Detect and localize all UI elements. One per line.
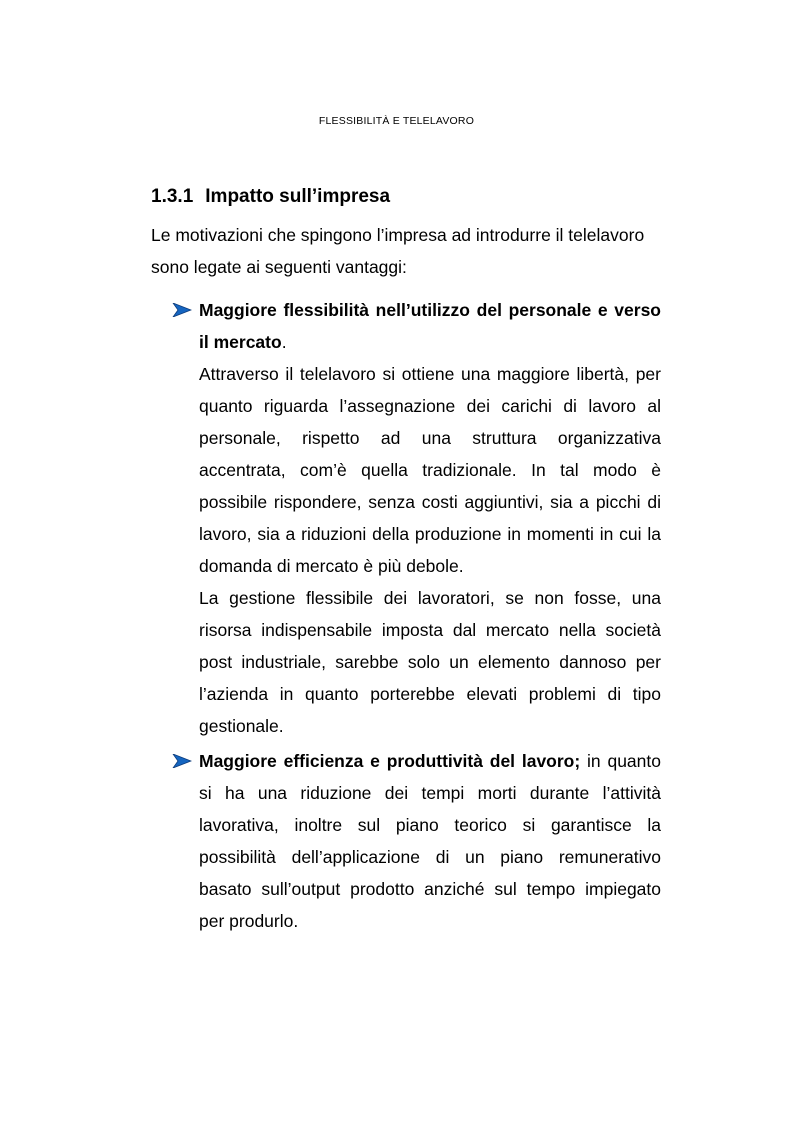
section-title-text: Impatto sull’impresa (205, 186, 391, 207)
item-paragraph (199, 745, 661, 937)
arrow-bullet-icon (172, 303, 192, 317)
running-header: FLESSIBILITÀ E TELELAVORO (318, 115, 475, 127)
item-heading-line (199, 294, 661, 358)
item-heading: Maggiore efficienza e produttività del lavoro; (199, 751, 581, 771)
arrow-bullet-icon (172, 754, 192, 768)
list-item (199, 745, 661, 937)
item-paragraph: Attraverso il telelavoro si ottiene una maggiore libertà, per quanto riguarda l’assegnazione dei carichi di lavoro al personale, rispetto ad una struttura organizzativa accentrata, com’è quella tradizionale. In tal modo è possibile rispondere, senza costi aggiuntivi, sia a picchi di lavoro, sia a riduzioni della produzione in momenti in cui la domanda di mercato è più debole. (199, 364, 661, 576)
item-text: in quanto si ha una riduzione dei tempi morti durante l’attività lavorativa, inoltre sul piano teorico si garantisce la possibilità dell’applicazione di un piano remunerativo basato sull’output prodotto anziché sul tempo impiegato per produrlo. (199, 751, 661, 931)
item-heading-tail: . (281, 332, 287, 352)
section-number: 1.3.1 (151, 186, 194, 207)
list-item (199, 294, 661, 742)
intro-paragraph: Le motivazioni che spingono l’impresa ad introdurre il telelavoro sono legate ai seguenti vantaggi: (151, 225, 645, 277)
item-heading: Maggiore flessibilità nell’utilizzo del personale e verso il mercato (199, 300, 661, 352)
item-paragraph: La gestione flessibile dei lavoratori, se non fosse, una risorsa indispensabile imposta dal mercato nella società post industriale, sarebbe solo un elemento dannoso per l’azienda in quanto porterebbe elevati problemi di tipo gestionale. (199, 588, 661, 736)
section-title (151, 186, 390, 208)
